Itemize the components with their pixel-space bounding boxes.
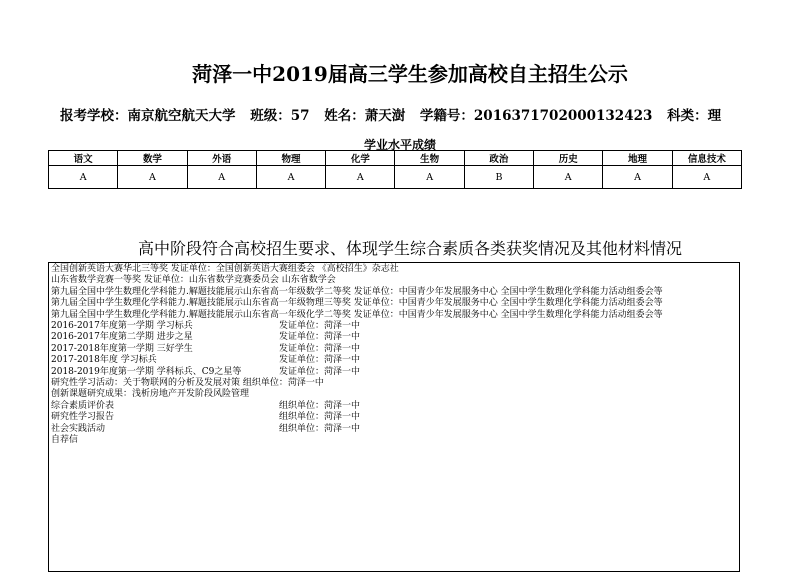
award-text: 2018-2019年度第一学期 学科标兵、C9之星等: [51, 366, 242, 377]
grades-header-row: [49, 151, 742, 166]
award-line: [51, 401, 737, 412]
grade-value-cell: A: [256, 166, 325, 189]
award-issuer: 发证单位：菏泽一中: [279, 355, 361, 366]
award-issuer: 发证单位：菏泽一中: [279, 321, 361, 332]
class-field: 班级：57: [250, 108, 310, 124]
grade-subject-header: 外语: [187, 151, 256, 166]
grade-subject-header: 化学: [326, 151, 395, 166]
grade-subject-header: 历史: [534, 151, 603, 166]
grade-subject-header: 物理: [256, 151, 325, 166]
grade-value-cell: A: [603, 166, 672, 189]
award-text: 2016-2017年度第二学期 进步之星: [51, 332, 193, 343]
grade-value-cell: A: [49, 166, 118, 189]
grade-value-cell: A: [672, 166, 741, 189]
subject-field: 科类：理: [667, 108, 722, 124]
award-text: 创新课题研究成果：浅析房地产开发阶段风险管理: [51, 389, 250, 400]
award-line: [51, 344, 737, 355]
grade-subject-header: 信息技术: [672, 151, 741, 166]
awards-box: [48, 262, 740, 572]
award-text: 全国创新英语大赛华北三等奖 发证单位：全国创新英语大赛组委会 《高校招生》杂志社: [51, 264, 399, 274]
grade-value-cell: A: [395, 166, 464, 189]
grade-subject-header: 地理: [603, 151, 672, 166]
award-issuer: 组织单位：菏泽一中: [279, 423, 361, 434]
award-line: [51, 435, 737, 446]
award-line: [51, 264, 737, 275]
grades-value-row: [49, 166, 742, 189]
school-field: 报考学校：南京航空航天大学: [60, 108, 236, 124]
award-text: 山东省数学竞赛一等奖 发证单位：山东省数学竞赛委员会 山东省数学会: [51, 275, 336, 286]
award-text: 2016-2017年度第一学期 学习标兵: [51, 321, 193, 332]
award-text: 2017-2018年度第一学期 三好学生: [51, 343, 193, 354]
award-text: 第九届全国中学生数理化学科能力.解题技能展示山东省高一年级物理三等奖 发证单位：中国青少年发展服务中心 全国中学生数理化学科能力活动组委会等: [51, 298, 663, 309]
award-line: [51, 378, 737, 389]
award-line: [51, 424, 737, 435]
award-issuer: 发证单位：菏泽一中: [279, 343, 361, 354]
grade-subject-header: 数学: [118, 151, 187, 166]
award-line: [51, 298, 737, 309]
award-line: [51, 355, 737, 366]
award-line: [51, 389, 737, 400]
grade-subject-header: 政治: [464, 151, 533, 166]
award-issuer: 组织单位：菏泽一中: [279, 412, 361, 423]
grade-value-cell: B: [464, 166, 533, 189]
award-text: 研究性学习报告: [51, 412, 115, 423]
award-text: 2017-2018年度 学习标兵: [51, 355, 157, 366]
grade-value-cell: A: [118, 166, 187, 189]
award-line: [51, 275, 737, 286]
page-title: 菏泽一中2019届高三学生参加高校自主招生公示: [192, 62, 628, 86]
award-line: [51, 310, 737, 321]
award-line: [51, 287, 737, 298]
award-issuer: 组织单位：菏泽一中: [279, 400, 361, 411]
award-text: 第九届全国中学生数理化学科能力.解题技能展示山东省高一年级数学二等奖 发证单位：中国青少年发展服务中心 全国中学生数理化学科能力活动组委会等: [51, 286, 663, 297]
award-text: 研究性学习活动：关于物联网的分析及发展对策 组织单位：菏泽一中: [51, 378, 324, 389]
award-line: [51, 332, 737, 343]
grades-title: 学业水平成绩: [363, 138, 436, 152]
award-issuer: 发证单位：菏泽一中: [279, 366, 361, 377]
grade-subject-header: 语文: [49, 151, 118, 166]
name-field: 姓名：萧天澍: [324, 108, 406, 124]
grade-value-cell: A: [187, 166, 256, 189]
grade-value-cell: A: [326, 166, 395, 189]
award-issuer: 发证单位：菏泽一中: [279, 332, 361, 343]
grades-table: [48, 150, 742, 189]
grade-subject-header: 生物: [395, 151, 464, 166]
grade-value-cell: A: [534, 166, 603, 189]
award-text: 自荐信: [51, 435, 79, 446]
award-text: 社会实践活动: [51, 423, 106, 434]
award-text: 综合素质评价表: [51, 400, 115, 411]
award-line: [51, 412, 737, 423]
awards-title: 高中阶段符合高校招生要求、体现学生综合素质各类获奖情况及其他材料情况: [137, 239, 682, 258]
award-line: [51, 367, 737, 378]
award-text: 第九届全国中学生数理化学科能力.解题技能展示山东省高一年级化学二等奖 发证单位：中国青少年发展服务中心 全国中学生数理化学科能力活动组委会等: [51, 309, 663, 320]
student-info: [60, 104, 731, 124]
award-line: [51, 321, 737, 332]
student-id-field: 学籍号：2016371702000132423: [419, 108, 653, 124]
